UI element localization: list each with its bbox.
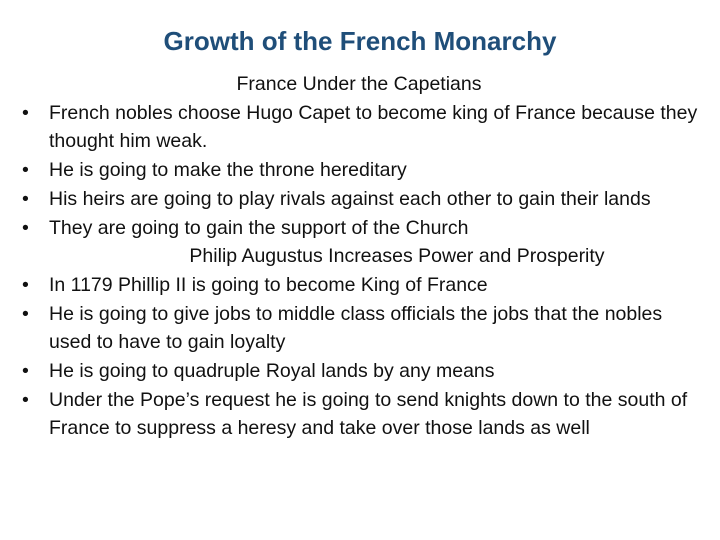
bullet-icon: •: [22, 302, 29, 325]
bullet-item: [22, 357, 702, 386]
bullet-item: [22, 271, 702, 300]
bullet-text: French nobles choose Hugo Capet to become king of France because they thought him weak.: [49, 101, 698, 153]
bullet-item: [22, 185, 702, 214]
bullet-item: [22, 99, 702, 156]
bullet-text: In 1179 Phillip II is going to become King of France: [49, 273, 488, 296]
bullet-text: His heirs are going to play rivals against each other to gain their lands: [49, 187, 651, 210]
bullet-icon: •: [22, 388, 29, 411]
bullet-item: [22, 214, 702, 243]
bullet-text: He is going to quadruple Royal lands by any means: [49, 360, 495, 383]
bullet-icon: •: [22, 159, 29, 182]
bullet-text: He is going to give jobs to middle class officials the jobs that the nobles used to have to gain loyalty: [49, 302, 663, 354]
bullet-icon: •: [22, 216, 29, 239]
bullet-item: [22, 156, 702, 185]
bullet-icon: •: [22, 360, 29, 383]
bullet-text: Under the Pope’s request he is going to send knights down to the south of France to suppress a heresy and take over those lands as well: [49, 388, 688, 440]
section-heading-capetians: France Under the Capetians: [236, 73, 482, 95]
bullet-icon: •: [22, 187, 29, 210]
section-heading-philip-augustus: Philip Augustus Increases Power and Prosperity: [189, 245, 605, 268]
bullet-item: [22, 386, 702, 443]
slide-title: Growth of the French Monarchy: [163, 26, 557, 56]
bullet-icon: •: [22, 273, 29, 296]
bullet-item: [22, 300, 702, 357]
bullet-text: He is going to make the throne hereditary: [49, 159, 407, 182]
bullet-text: They are going to gain the support of the Church: [49, 216, 469, 239]
slide-content: [22, 70, 702, 443]
bullet-icon: •: [22, 101, 29, 124]
